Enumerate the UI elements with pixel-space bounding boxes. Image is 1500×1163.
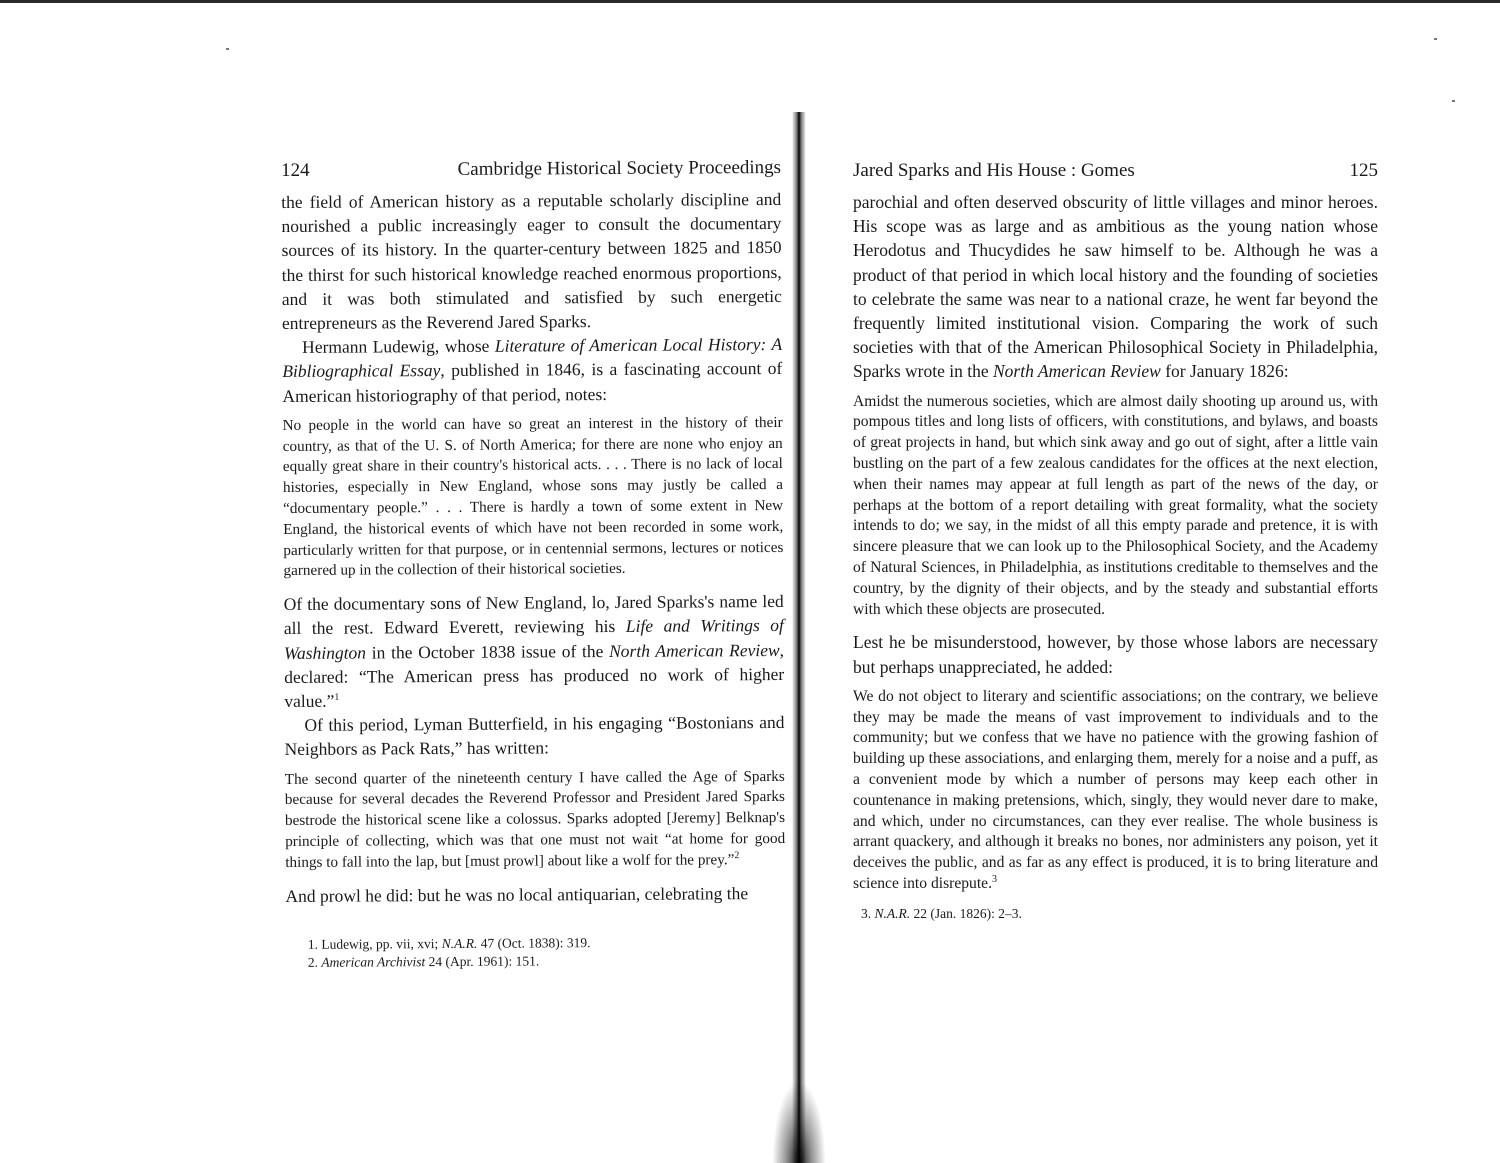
book-gutter-shadow	[792, 112, 806, 1163]
block-quote: Amidst the numerous societies, which are almost daily shooting up around us, with pompous titles and long lists of officers, with constitutions, and bylaws, and boasts of great projects in hand, but which sink away and go out of sight, after a little vain bustling on the part of a few zealous candidates for the offices at the next election, when their names may appear at full length as part of the news of the day, or perhaps at the bottom of a report detailing with great formality, what the society intends to do; we say, in the midst of all this empty parade and pretence, it is with sincere pleasure that we can look up to the Philosophical Society, and the Academy of Natural Sciences, in Philadelphia, as institutions creditable to themselves and the country, by the dignity of their objects, and by the steady and substantial efforts with which these objects are prosecuted.	[853, 392, 1378, 618]
footnote: 1. Ludewig, pp. vii, xvi; N.A.R. 47 (Oct. 1838): 319.	[307, 934, 591, 952]
footnote-marker: 1	[334, 691, 340, 703]
footnotes	[853, 905, 1378, 923]
page-header	[853, 160, 1378, 190]
paragraph: Lest he be misunderstood, however, by those whose labors are necessary but perhaps unappreciated, he added:	[853, 632, 1378, 677]
scan-speck	[1452, 100, 1455, 102]
gutter-bottom-shadow	[772, 1080, 826, 1163]
scan-speck	[226, 48, 229, 50]
page-number: 124	[281, 159, 310, 181]
paragraph: Hermann Ludewig, whose Literature of American Local History: A Bibliographical Essay, published in 1846, is a fascinating account of American historiography of that period, notes:	[282, 334, 783, 406]
footnote: 2. American Archivist 24 (Apr. 1961): 151.	[307, 953, 540, 970]
footnote-marker: 2	[734, 849, 740, 861]
right-page	[853, 160, 1378, 923]
page-header	[281, 157, 781, 190]
paragraph: Of this period, Lyman Butterfield, in his engaging “Bostonians and Neighbors as Pack Rats,” has written:	[284, 712, 785, 760]
paragraph: the field of American history as a reputable scholarly discipline and nourished a public increasingly eager to consult the documentary sources of its history. In the quarter-century between 1825 and 1850 the thirst for such historical knowledge reached enormous proportions, and it was both stimulated and satisfied by such energetic entrepreneurs as the Reverend Jared Sparks.	[281, 188, 782, 334]
paragraph: And prowl he did: but he was no local antiquarian, celebrating the	[285, 882, 749, 906]
running-head: Jared Sparks and His House : Gomes	[853, 160, 1135, 181]
footnotes	[286, 933, 786, 972]
scan-top-edge	[0, 0, 1500, 3]
footnote-marker: 3	[992, 873, 997, 885]
paragraph: parochial and often deserved obscurity of little villages and minor heroes. His scope was as large and as ambitious as the young nation whose Herodotus and Thucydides he saw himself to be. Although he was a product of that period in which local history and the founding of societies to celebrate the same was near to a national craze, he went far beyond the frequently limited institutional vision. Comparing the work of such societies with that of the American Philosophical Society in Philadelphia, Sparks wrote in the North American Review for January 1826:	[853, 192, 1378, 382]
footnote: 3. N.A.R. 22 (Jan. 1826): 2–3.	[861, 905, 1022, 921]
block-quote: The second quarter of the nineteenth century I have called the Age of Sparks because for several decades the Reverend Professor and President Jared Sparks bestrode the historical scene like a colossus. Sparks adopted [Jeremy] Belknap's principle of collecting, which was that one must not wait “at home for good things to fall into the lap, but [must prowl] about like a wolf for the prey.”$^2$	[284, 767, 786, 871]
paragraph: Of the documentary sons of New England, lo, Jared Sparks's name led all the rest. Edward Everett, reviewing his Life and Writings of Washington in the October 1838 issue of the North American Review, declared: “The American press has produced no work of higher value.”$^1$	[283, 591, 785, 712]
block-quote: We do not object to literary and scientific associations; on the contrary, we believe they may be made the means of vast improvement to individuals and to the community; but we confess that we have no patience with the growing fashion of building up these associations, and enlarging them, merely for a noise and a puff, as a convenient mode by which a number of persons may keep each other in countenance in making pretensions, which, singly, they would never dare to make, and which, under no circumstances, can they ever realise. The whole business is arrant quackery, and although it breaks no bones, nor administers any poison, yet it deceives the public, and as far as any effect is produced, it is to bring literature and science into disrepute.$^3$	[853, 687, 1378, 892]
scan-speck	[1434, 38, 1437, 40]
left-page	[281, 157, 786, 972]
running-head: Cambridge Historical Society Proceedings	[457, 156, 782, 180]
page-number: 125	[1349, 160, 1378, 181]
block-quote: No people in the world can have so great an interest in the history of their country, as that of the U. S. of North America; for there are none who enjoy an equally great share in their country's historical acts. . . . There is no lack of local histories, especially in New England, whose sons may justly be called a “documentary people.” . . . There is hardly a town of some extent in New England, the historical events of which have not been recorded in some work, particularly written for that purpose, or in centennial sermons, lectures or notices garnered up in the collection of their historical societies.	[282, 413, 784, 580]
